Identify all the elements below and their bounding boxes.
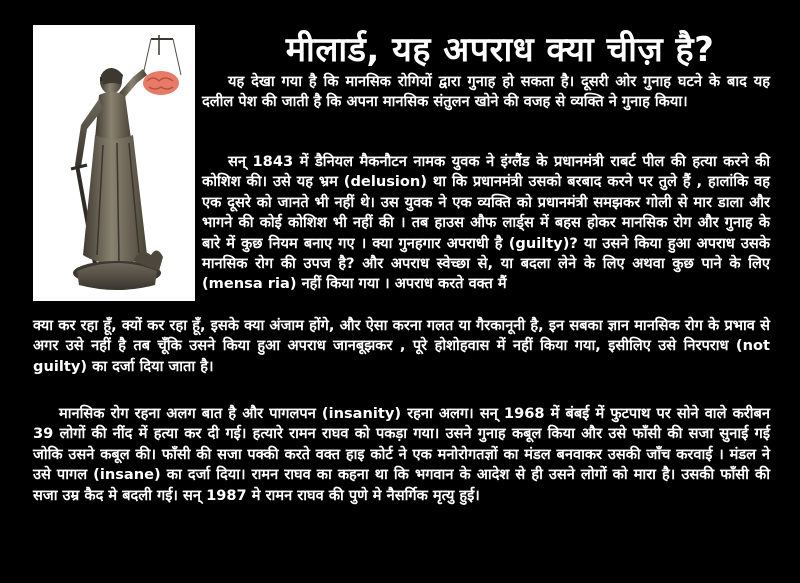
paragraph-raman-raghav	[33, 404, 770, 506]
paragraph-intro-text: यह देखा गया है कि मानसिक रोगियों द्वारा गुनाह हो सकता है। दूसरी ओर गुनाह घटने के बाद यह दलील पेश की जाती है कि अपना मानसिक संतुलन खोने की वजह से व्यक्ति ने गुनाह किया।	[202, 73, 770, 111]
justice-statue-image	[33, 25, 195, 301]
paragraph-mcnaughton-continued-text: क्या कर रहा हूँ, क्यों कर रहा हूँ, इसके क्या अंजाम होंगे, और ऐसा करना गलत या गैरकानूनी है, इन सबका ज्ञान मानसिक रोग के प्रभाव से अगर उसे नहीं है तब चूँकि उसने किया हुआ अपराध जानबूझकर , पूरे होशोहवास में नहीं किया गया, इसीलिए उसे निरपराध (not guilty) का दर्जा दिया जाता है।	[33, 317, 770, 375]
paragraph-intro	[202, 72, 770, 113]
article-title: मीलार्ड, यह अपराध क्या चीज़ है?	[285, 30, 715, 70]
paragraph-mcnaughton	[202, 152, 770, 295]
brain-icon	[143, 71, 179, 95]
paragraph-mcnaughton-text: सन् 1843 में डैनियल मैकनौटन नामक युवक ने इंग्लैंड के प्रधानमंत्री राबर्ट पील की हत्या करने की कोशिश की। उसे यह भ्रम (delusion) था कि प्रधानमंत्री उसको बरबाद करने पर तुले हैं , हालांकि वह एक दूसरे को जानते भी नहीं थे। उस युवक ने एक व्यक्ति को प्रधानमंत्री समझकर गोली से मार डाला और भागने की कोई कोशिश भी नहीं की । तब हाउस औफ लार्ड्स में बहस होकर मानसिक रोग और गुनाह के बारे में कुछ नियम बनाए गए । क्या गुनहगार अपराधी है (guilty)? या उसने किया हुआ अपराध उसके मानसिक रोग की उपज है? और अपराध स्वेच्छा से, या बदला लेने के लिए अथवा कुछ पाने के लिए (mensa ria) नहीं किया गया । अपराध करते वक्त मैं	[202, 153, 770, 293]
lady-justice-statue-icon	[33, 25, 195, 301]
paragraph-raman-raghav-text: मानसिक रोग रहना अलग बात है और पागलपन (insanity) रहना अलग। सन् 1968 में बंबई में फुटपाथ पर सोने वाले करीबन 39 लोगों की नींद में हत्या कर दी गई। हत्यारे रामन राघव को पकड़ा गया। उसने गुनाह कबूल किया और उसे फाँसी की सजा सुनाई गई जोकि उसने कबूल की। फाँसी की सजा पक्की करते वक्त हाइ कोर्ट ने एक मनोरोगतज्ञों का मंडल बनवाकर उसकी जाँच करवाई । मंडल ने उसे पागल (insane) का दर्जा दिया। रामन राघव का कहना था कि भगवान के आदेश से ही उसने लोगों को मारा है। उसकी फाँसी की सजा उम्र कैद मे बदली गई। सन् 1987 मे रामन राघव की पुणे मे नैसर्गिक मृत्यु हुई।	[33, 405, 770, 504]
paragraph-mcnaughton-continued	[33, 316, 770, 377]
